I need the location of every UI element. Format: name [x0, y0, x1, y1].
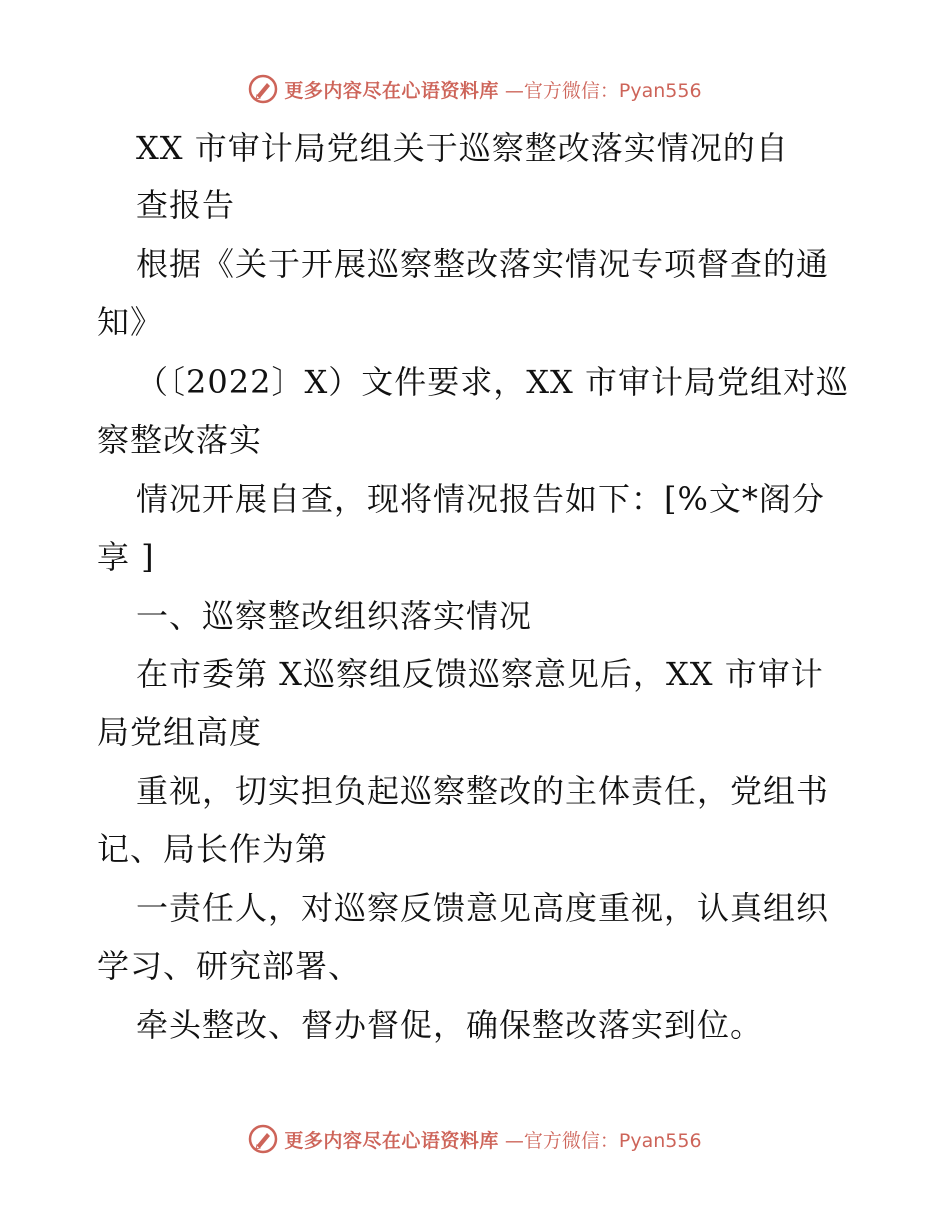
doc-line-14: 一责任人，对巡察反馈意见高度重视，认真组织 [136, 889, 830, 927]
doc-line-10: 在市委第 X巡察组反馈巡察意见后，XX 市审计 [136, 655, 824, 693]
watermark-text: 更多内容尽在心语资料库 [284, 1129, 499, 1152]
doc-line-15: 学习、研究部署、 [97, 947, 362, 985]
watermark-header [0, 74, 950, 104]
watermark-footer [0, 1124, 950, 1154]
watermark-text: 更多内容尽在心语资料库 [284, 79, 499, 102]
watermark-contact: —官方微信：Pyan556 [504, 1129, 702, 1152]
doc-title-line-2: 查报告 [136, 186, 236, 224]
doc-line-12: 重视，切实担负起巡察整改的主体责任，党组书 [136, 772, 830, 810]
section-heading: 一、巡察整改组织落实情况 [136, 597, 533, 635]
doc-line-7: 情况开展自查，现将情况报告如下：[%文*阁分 [136, 480, 825, 518]
doc-line-11: 局党组高度 [97, 713, 263, 751]
pen-logo-icon [248, 74, 278, 104]
doc-line-3: 根据《关于开展巡察整改落实情况专项督查的通 [136, 245, 830, 283]
doc-line-4: 知》 [97, 303, 164, 341]
doc-line-6: 察整改落实 [97, 421, 263, 459]
doc-line-8: 享 ] [97, 538, 155, 576]
pen-logo-icon [248, 1124, 278, 1154]
doc-line-5: （〔2022〕X）文件要求，XX 市审计局党组对巡 [136, 363, 849, 401]
doc-title-line-1: XX 市审计局党组关于巡察整改落实情况的自 [136, 129, 789, 167]
watermark-contact: —官方微信：Pyan556 [504, 79, 702, 102]
doc-line-16: 牵头整改、督办督促，确保整改落实到位。 [136, 1006, 764, 1044]
doc-line-13: 记、局长作为第 [97, 830, 329, 868]
